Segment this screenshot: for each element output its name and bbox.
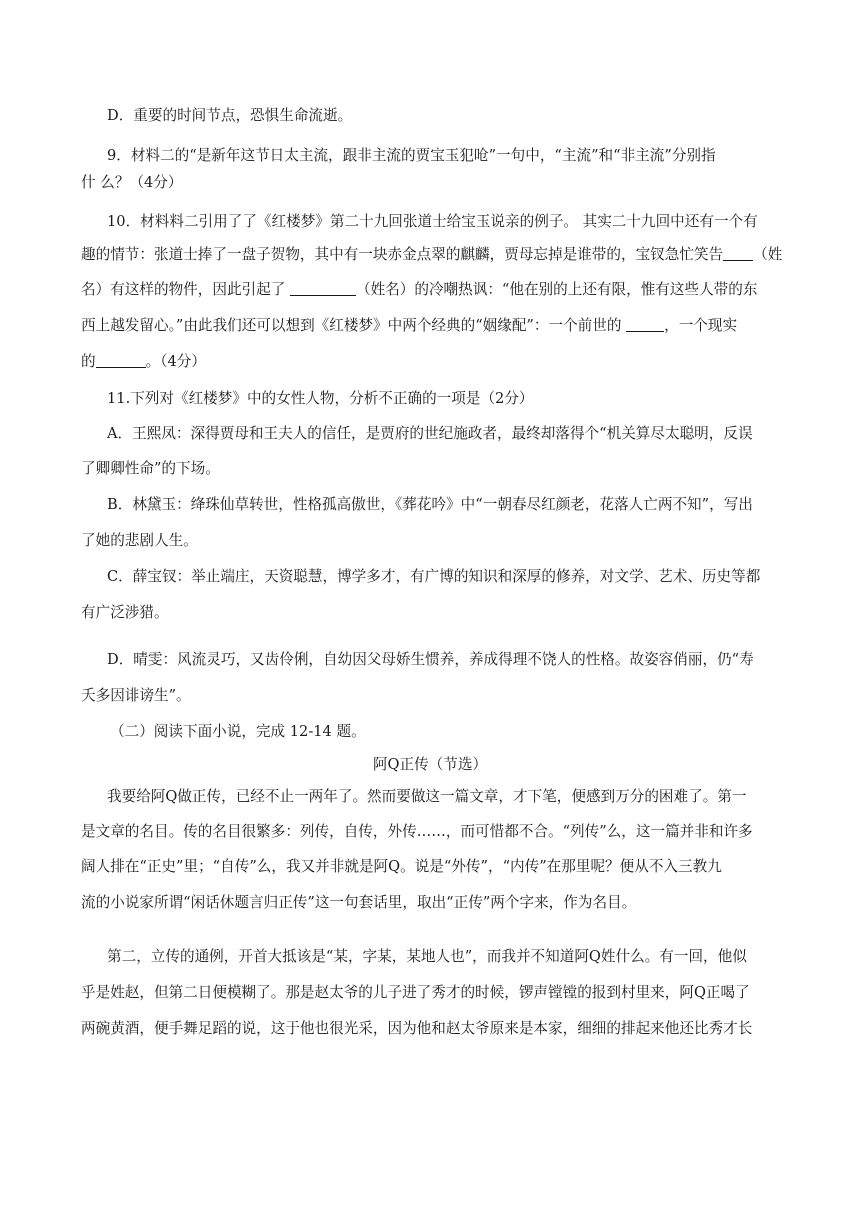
text: 阿Q正传（节选）	[372, 756, 488, 773]
option-d-cont	[0, 686, 860, 706]
text: 。（4分）	[145, 353, 206, 370]
option-c	[0, 567, 860, 587]
question-10-line2	[0, 245, 860, 265]
text: 流的小说家所谓“闲话休题言归正传”这一句套话里，取出“正传”两个字来，作为名目。	[81, 894, 637, 911]
text: 乎是姓赵，但第二日便模糊了。那是赵太爷的儿子进了秀才的时候，锣声镗镗的报到村里来，阿Q正喝了	[81, 984, 750, 1001]
text: 我要给阿Q做正传，已经不止一两年了。然而要做这一篇文章，才下笔，便感到万分的困难了。第一	[107, 788, 747, 805]
passage-para-2-line2	[0, 983, 860, 1003]
text: 的	[81, 353, 96, 370]
option-d	[0, 650, 860, 670]
answer-blank[interactable]	[723, 246, 753, 261]
answer-blank[interactable]	[626, 317, 664, 332]
text: 阔人排在“正史”里；“自传”么，我又并非就是阿Q。说是“外传”，“内传”在那里呢？便从不入三教九	[81, 858, 722, 875]
text: 9．材料二的“是新年这节日太主流，跟非主流的贾宝玉犯呛”一句中，“主流”和“非主流”分别指	[107, 147, 716, 164]
text: （姓名）的冷嘲热讽：“他在别的上还有限，惟有这些人带的东	[355, 281, 758, 298]
text: 西上越发留心。”由此我们还可以想到《红楼梦》中两个经典的“姻缘配”：一个前世的	[81, 317, 622, 334]
passage-para-1-line3	[0, 857, 860, 877]
text: 夭多因诽谤生”。	[81, 687, 191, 704]
passage-para-2	[0, 947, 860, 967]
text: 名）有这样的物件，因此引起了	[81, 281, 286, 298]
text: B．林黛玉：绛珠仙草转世，性格孤高傲世，《葬花吟》中“一朝春尽红颜老，花落人亡两不知”，写出	[107, 496, 753, 513]
text: （姓	[753, 246, 783, 263]
option-a-cont	[0, 459, 860, 479]
text: C．薛宝钗：举止端庄，天资聪慧，博学多才，有广博的知识和深厚的修养，对文学、艺术、历史等都	[107, 568, 761, 585]
text: 趣的情节：张道士捧了一盘子贺物，其中有一块赤金点翠的麒麟，贾母忘掉是谁带的，宝钗急忙笑告	[81, 246, 724, 263]
text: 两碗黄酒，便手舞足蹈的说，这于他也很光采，因为他和赵太爷原来是本家，细细的排起来他还比秀才长	[81, 1020, 753, 1037]
text: D．重要的时间节点，恐惧生命流逝。	[107, 107, 353, 124]
option-c-cont	[0, 603, 860, 623]
passage-para-1-line4	[0, 893, 860, 913]
text: A．王熙凤：深得贾母和王夫人的信任，是贾府的世纪施政者，最终却落得个“机关算尽太聪明，反误	[107, 425, 753, 442]
text: D．晴雯：风流灵巧，又齿伶俐，自幼因父母娇生惯养，养成得理不饶人的性格。故姿容俏丽，仍“寿	[107, 651, 754, 668]
section-heading	[0, 722, 860, 742]
question-11	[0, 389, 860, 409]
question-10-line3	[0, 280, 860, 300]
text: 11.下列对《红楼梦》中的女性人物，分析不正确的一项是（2分）	[107, 390, 534, 407]
text: 了卿卿性命”的下场。	[81, 460, 220, 477]
passage-para-2-line3	[0, 1019, 860, 1039]
question-10	[0, 212, 860, 232]
text: 什 么？（4分）	[81, 174, 183, 191]
question-9-cont	[0, 173, 860, 193]
option-b-cont	[0, 531, 860, 551]
option-b	[0, 495, 860, 515]
option-a	[0, 424, 860, 444]
answer-blank[interactable]	[96, 353, 146, 368]
passage-para-1	[0, 787, 860, 807]
text: 10．材料料二引用了了《红楼梦》第二十九回张道士给宝玉说亲的例子。 其实二十九回中还有一个有	[107, 213, 758, 230]
text: 是文章的名目。传的名目很繁多：列传，自传，外传……，而可惜都不合。“列传”么，这一篇并非和许多	[81, 823, 753, 840]
passage-para-1-line2	[0, 822, 860, 842]
question-10-line5	[0, 352, 860, 372]
passage-title	[0, 755, 860, 775]
text: 有广泛涉猎。	[81, 604, 169, 621]
question-9	[0, 146, 860, 166]
text: （二）阅读下面小说，完成 12-14 题。	[110, 723, 366, 740]
answer-blank[interactable]	[290, 281, 356, 296]
option-d-prev	[0, 106, 860, 126]
question-10-line4	[0, 316, 860, 336]
text: 了她的悲剧人生。	[81, 532, 198, 549]
text: ，一个现实	[664, 317, 738, 334]
text: 第二，立传的通例，开首大抵该是“某，字某，某地人也”，而我并不知道阿Q姓什么。有一回，他似	[107, 948, 747, 965]
